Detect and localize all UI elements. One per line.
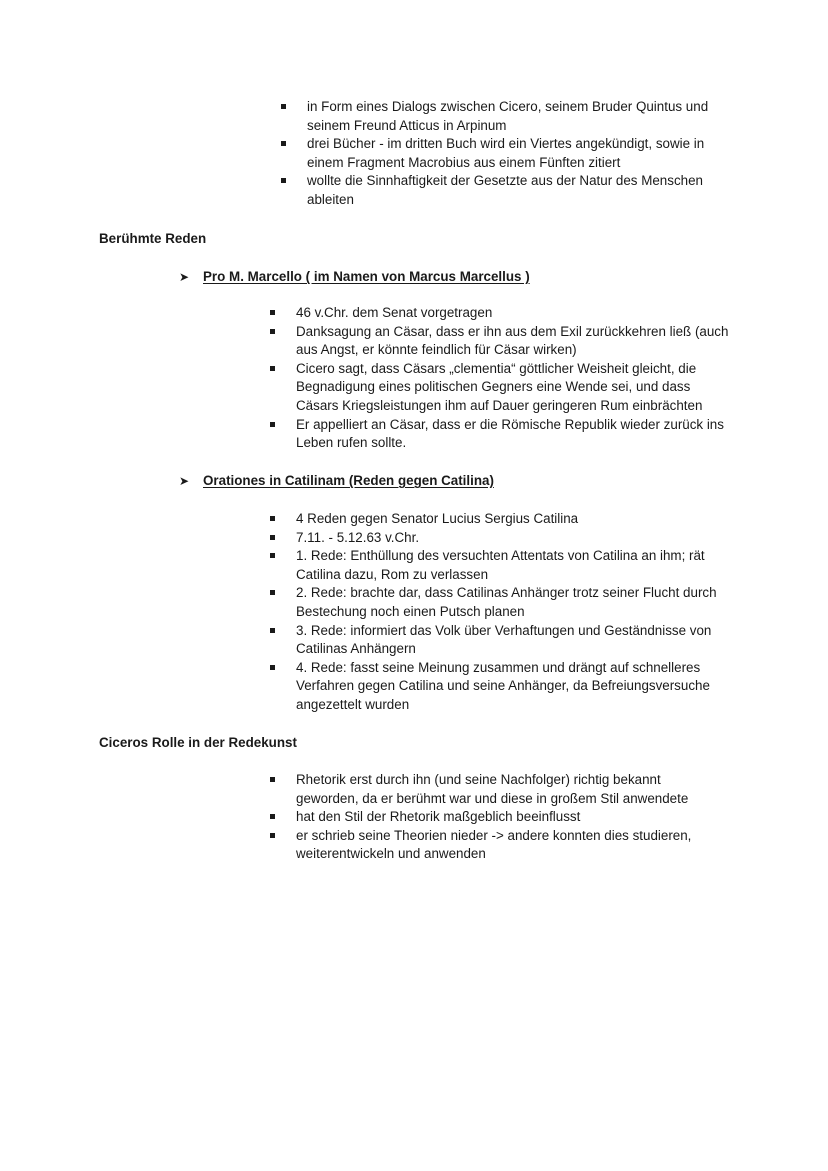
square-bullet-icon bbox=[270, 833, 275, 838]
list-item bbox=[268, 827, 724, 864]
square-bullet-icon bbox=[281, 178, 286, 183]
list-item-text: 1. Rede: Enthüllung des versuchten Attentats von Catilina an ihm; rät Catilina dazu, Rom zu verlassen bbox=[296, 548, 705, 582]
list-item bbox=[268, 771, 724, 808]
square-bullet-icon bbox=[270, 310, 275, 315]
section-heading-rolle: Ciceros Rolle in der Redekunst bbox=[99, 735, 297, 750]
arrow-right-icon: ➤ bbox=[179, 270, 190, 284]
square-bullet-icon bbox=[270, 516, 275, 521]
list-item bbox=[268, 323, 730, 360]
arrow-right-icon: ➤ bbox=[179, 474, 190, 488]
list-item-text: drei Bücher - im dritten Buch wird ein Viertes angekündigt, sowie in einem Fragment Macrobius aus einem Fünften zitiert bbox=[307, 136, 705, 170]
square-bullet-icon bbox=[270, 777, 275, 782]
rolle-bullet-list bbox=[268, 771, 724, 864]
list-item bbox=[268, 304, 730, 323]
square-bullet-icon bbox=[270, 329, 275, 334]
list-item bbox=[268, 547, 734, 584]
list-item bbox=[268, 360, 730, 416]
square-bullet-icon bbox=[270, 628, 275, 633]
list-item-text: 4 Reden gegen Senator Lucius Sergius Catilina bbox=[296, 511, 579, 526]
list-item bbox=[268, 584, 734, 621]
list-item bbox=[268, 510, 734, 529]
list-item bbox=[268, 622, 734, 659]
intro-bullet-list bbox=[279, 98, 729, 210]
square-bullet-icon bbox=[281, 104, 286, 109]
square-bullet-icon bbox=[281, 141, 286, 146]
marcello-bullet-list bbox=[268, 304, 730, 453]
section-heading-reden: Berühmte Reden bbox=[99, 231, 207, 246]
list-item-text: 2. Rede: brachte dar, dass Catilinas Anhänger trotz seiner Flucht durch Bestechung noch einen Putsch planen bbox=[296, 585, 717, 619]
list-item-text: 4. Rede: fasst seine Meinung zusammen und drängt auf schnelleres Verfahren gegen Catilina und seine Anhänger, da Befreiungsversuche angezettelt wurden bbox=[296, 659, 710, 712]
list-item bbox=[268, 808, 724, 827]
list-item-text: hat den Stil der Rhetorik maßgeblich beeinflusst bbox=[296, 809, 581, 825]
list-item-text: 7.11. - 5.12.63 v.Chr. bbox=[296, 529, 420, 545]
square-bullet-icon bbox=[270, 366, 275, 371]
list-item bbox=[279, 135, 729, 172]
list-item-text: Rhetorik erst durch ihn (und seine Nachfolger) richtig bekannt geworden, da er berühmt war und diese in großem Stil anwendete bbox=[296, 772, 689, 806]
list-item bbox=[279, 172, 729, 209]
square-bullet-icon bbox=[270, 553, 275, 558]
list-item-text: 46 v.Chr. dem Senat vorgetragen bbox=[296, 305, 493, 320]
list-item-text: in Form eines Dialogs zwischen Cicero, seinem Bruder Quintus und seinem Freund Atticus in Arpinum bbox=[307, 99, 709, 133]
square-bullet-icon bbox=[270, 590, 275, 595]
list-item-text: Danksagung an Cäsar, dass er ihn aus dem Exil zurückkehren ließ (auch aus Angst, er könnte feindlich für Cäsar wirken) bbox=[296, 323, 729, 358]
list-item-text: wollte die Sinnhaftigkeit der Gesetzte aus der Natur des Menschen ableiten bbox=[307, 173, 703, 207]
list-item bbox=[268, 416, 730, 453]
list-item-text: 3. Rede: informiert das Volk über Verhaftungen und Geständnisse von Catilinas Anhängern bbox=[296, 622, 712, 657]
square-bullet-icon bbox=[270, 422, 275, 427]
subheading-label: Pro M. Marcello ( im Namen von Marcus Marcellus ) bbox=[203, 269, 530, 284]
square-bullet-icon bbox=[270, 665, 275, 670]
square-bullet-icon bbox=[270, 535, 275, 540]
list-item bbox=[268, 659, 734, 715]
subheading-marcello bbox=[179, 268, 530, 286]
list-item bbox=[268, 529, 734, 548]
list-item-text: Cicero sagt, dass Cäsars „clementia“ göttlicher Weisheit gleicht, die Begnadigung eines politischen Gegners eine Wende sei, und dass Cäsars Kriegsleistungen ihm auf Dauer geringeren Rum einbrächten bbox=[296, 360, 703, 413]
square-bullet-icon bbox=[270, 814, 275, 819]
subheading-label: Orationes in Catilinam (Reden gegen Catilina) bbox=[203, 473, 494, 488]
list-item-text: Er appelliert an Cäsar, dass er die Römische Republik wieder zurück ins Leben rufen sollte. bbox=[296, 416, 724, 451]
list-item bbox=[279, 98, 729, 135]
subheading-catilina bbox=[179, 472, 494, 490]
list-item-text: er schrieb seine Theorien nieder -> andere konnten dies studieren, weiterentwickeln und anwenden bbox=[296, 827, 692, 862]
catilina-bullet-list bbox=[268, 510, 734, 715]
